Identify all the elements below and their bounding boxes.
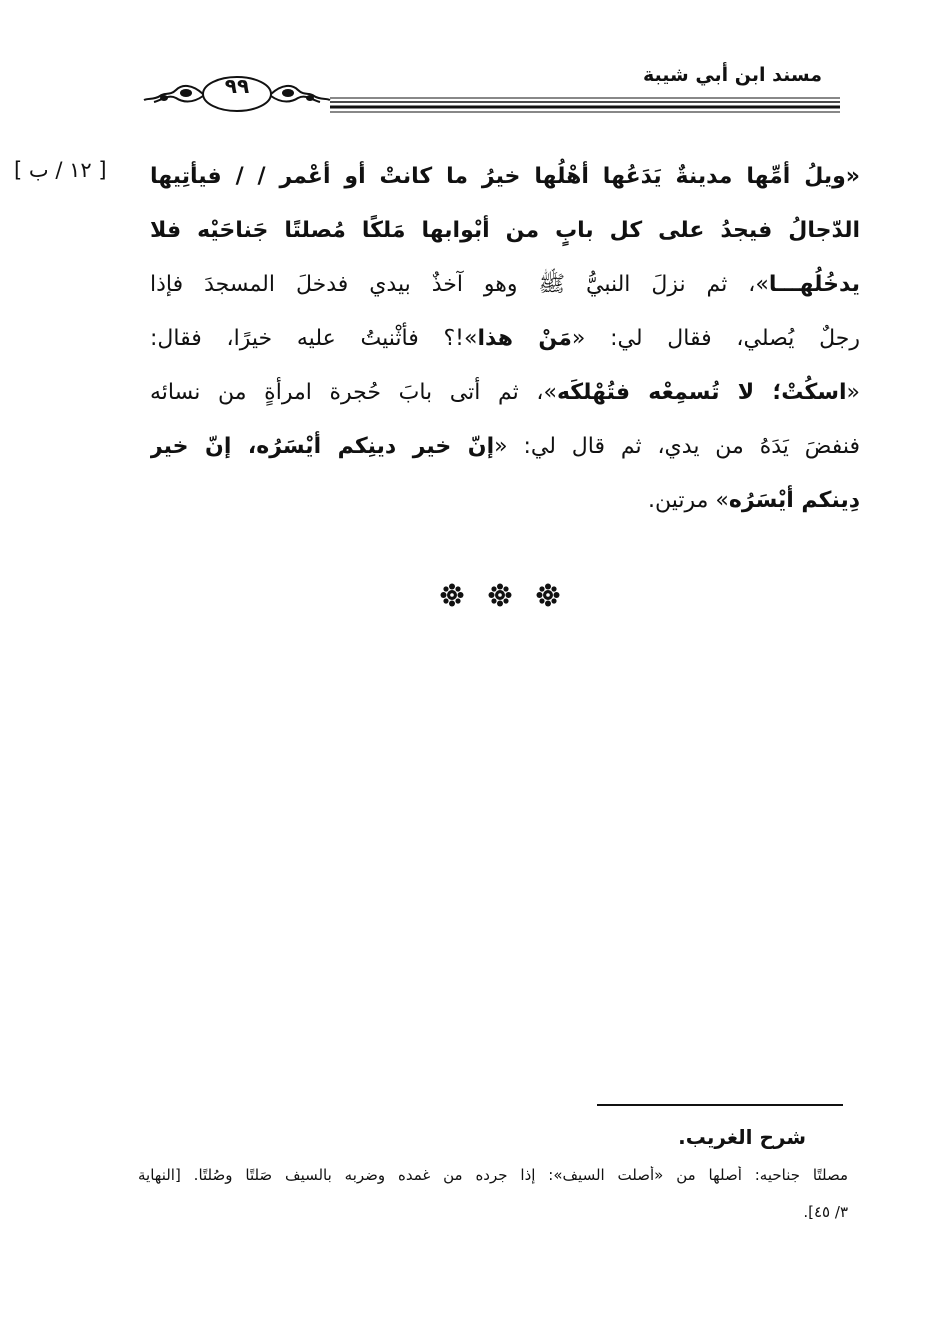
narration-text: رجلٌ يُصلي، فقال لي: « <box>571 326 860 351</box>
prophetic-quote-text: دِينكم أيْسَرُه <box>728 488 860 513</box>
narration-text: »، ثم أتى بابَ حُجرة امرأةٍ من نسائه <box>150 380 557 405</box>
footnote-rule <box>597 1104 843 1106</box>
narration-text: »، ثم نزلَ النبيُّ ﷺ وهو آخذٌ بيدي فدخلَ المسجدَ فإذا <box>150 272 769 297</box>
text-line <box>150 474 860 528</box>
running-head-title: مسند ابن أبي شيبة <box>642 64 822 86</box>
prophetic-quote-text: يدخُلُهـــا <box>768 272 860 297</box>
flower-star-icon <box>440 583 464 607</box>
text-line <box>150 150 860 204</box>
prophetic-quote-text: الدّجالُ فيجدُ على كل بابٍ من أبْوابها مَلكًا مُصلتًا جَناحَيْه فلا <box>150 218 860 243</box>
flower-star-icon <box>488 583 512 607</box>
text-line <box>150 366 860 420</box>
hadith-text <box>150 150 860 528</box>
narration-text: فنفضَ يَدَهُ من يدي، ثم قال لي: « <box>494 434 860 459</box>
prophetic-quote-text: «ويلُ أمِّها مدينةٌ يَدَعُها أهْلُها خيرُ ما كانتْ أو أعْمر / / فيأتِيها <box>150 164 860 189</box>
prophetic-quote-text: مَنْ هذا <box>477 326 572 351</box>
manuscript-folio-reference: [ ١٢ / ب ] <box>14 158 107 182</box>
text-line <box>150 420 860 474</box>
section-separator <box>440 583 560 607</box>
header-double-rule <box>330 95 840 115</box>
narration-text: »!؟ فأثْنيتُ عليه خيرًا، فقال: <box>150 326 478 351</box>
text-line <box>150 312 860 366</box>
footnote-line: مصلتًا جناحيه: أصلها من «أصلت السيف»: إذا جرده من غمده وضربه بالسيف صَلتًا وصُلتًا. [النهاية <box>138 1166 848 1184</box>
page-number: ٩٩ <box>224 74 250 98</box>
footnote-line: ٣/ ٤٥]. <box>803 1203 848 1221</box>
narration-text: » مرتين. <box>648 488 729 513</box>
prophetic-quote-text: إنّ خير دينِكم أيْسَرُه، إنّ خير <box>150 434 495 459</box>
flower-star-icon <box>536 583 560 607</box>
text-line <box>150 258 860 312</box>
text-line <box>150 204 860 258</box>
narration-text: « <box>846 380 860 405</box>
footnote-heading: شرح الغريب. <box>678 1125 806 1149</box>
prophetic-quote-text: اسكُتْ؛ لا تُسمِعْه فتُهْلكَه <box>556 380 847 405</box>
